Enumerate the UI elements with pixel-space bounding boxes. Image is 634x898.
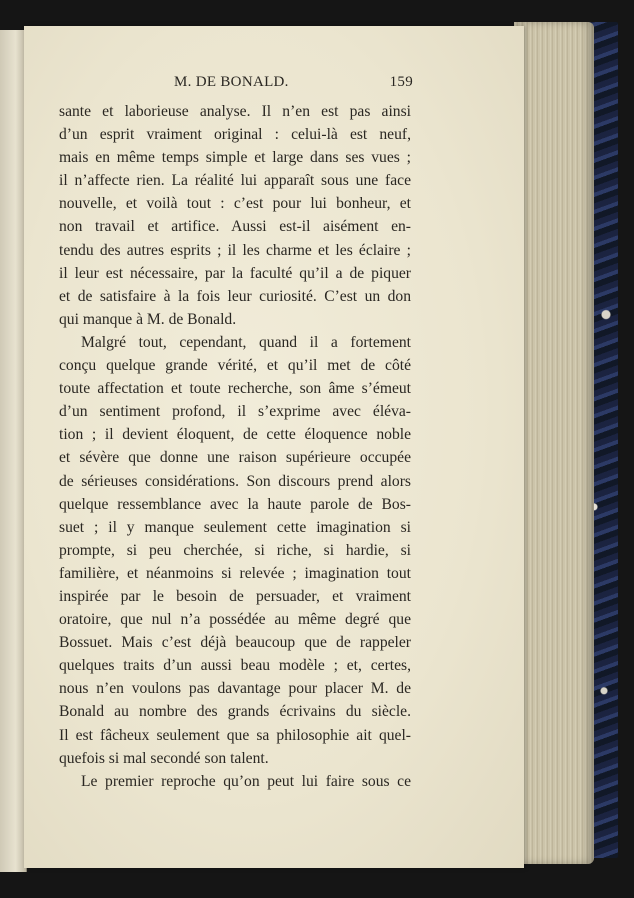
text-line: et sévère que donne une raison supérieure occupée: [59, 449, 411, 467]
text-line: toute affectation et toute recherche, son âme s’émeut: [59, 380, 411, 398]
text-line: Bonald au nombre des grands écrivains du siècle.: [59, 703, 411, 721]
text-line: familière, et néanmoins si relevée ; imagination tout: [59, 564, 411, 582]
running-head: [59, 70, 411, 92]
body-text: [59, 100, 411, 793]
book-page: [24, 26, 524, 868]
text-line: d’un esprit vraiment original : celui-là est neuf,: [59, 126, 411, 144]
text-line: tendu des autres esprits ; il les charme et les éclaire ;: [59, 241, 411, 259]
text-line: oratoire, que nul n’a possédée au même degré que: [59, 611, 411, 629]
text-line: mais en même temps simple et large dans ses vues ;: [59, 149, 411, 167]
text-line: non travail et artifice. Aussi est-il aisément en-: [59, 218, 411, 236]
text-line: il n’affecte rien. La réalité lui apparaît sous une face: [59, 172, 411, 190]
text-line: quelques traits d’un aussi beau modèle ; et, certes,: [59, 657, 411, 675]
text-line: quelque ressemblance avec la haute parole de Bos-: [59, 495, 411, 513]
text-line: d’un sentiment profond, il s’exprime avec éléva-: [59, 403, 411, 421]
text-line: Il est fâcheux seulement que sa philosophie ait quel-: [59, 726, 411, 744]
text-line: nouvelle, et voilà tout : c’est pour lui bonheur, et: [59, 195, 411, 213]
text-line: conçu quelque grande vérité, et qu’il met de côté: [59, 357, 411, 375]
page-content: [59, 70, 411, 793]
text-line: sante et laborieuse analyse. Il n’en est pas ainsi: [59, 103, 411, 120]
text-line: prompte, si peu cherchée, si riche, si hardie, si: [59, 541, 411, 559]
paragraph-start-line: Malgré tout, cependant, quand il a fortement: [81, 333, 411, 351]
text-line: il leur est nécessaire, par la faculté qu’il a de piquer: [59, 264, 411, 282]
text-line: Bossuet. Mais c’est déjà beaucoup que de rappeler: [59, 634, 411, 652]
facing-page-edge: [0, 30, 27, 872]
running-title: M. DE BONALD.: [174, 74, 289, 90]
text-line: quefois si mal secondé son talent.: [59, 749, 269, 767]
text-line: et de satisfaire à la fois leur curiosité. C’est un don: [59, 287, 411, 305]
text-line: qui manque à M. de Bonald.: [59, 310, 237, 328]
text-line: tion ; il devient éloquent, de cette éloquence noble: [59, 426, 411, 444]
text-line: nous n’en voulons pas davantage pour placer M. de: [59, 680, 411, 698]
paragraph-start-line: Le premier reproche qu’on peut lui faire sous ce: [81, 772, 411, 790]
page-edges: [514, 22, 594, 864]
text-line: de sérieuses considérations. Son discours prend alors: [59, 472, 411, 490]
text-line: suet ; il y manque seulement cette imagination si: [59, 518, 411, 536]
text-line: inspirée par le besoin de persuader, et vraiment: [59, 587, 411, 605]
page-number: 159: [389, 74, 413, 90]
